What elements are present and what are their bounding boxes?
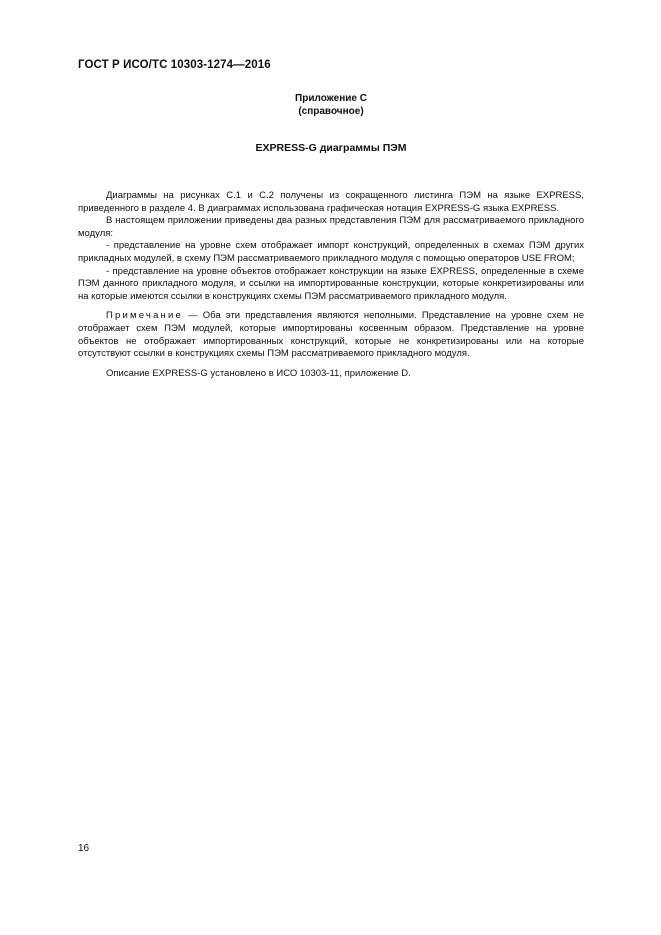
section-title: EXPRESS-G диаграммы ПЭМ xyxy=(255,142,407,154)
paragraph-entity-level: - представление на уровне объектов отображает конструкции на языке EXPRESS, определенные в схеме ПЭМ данного прикладного модуля, и ссылки на импортированные конструкции, которые конкретизированы или на которые имеются ссылки в конструкциях схемы ПЭМ рассматриваемого прикладного модуля. xyxy=(78,265,584,302)
paragraph-intro: Диаграммы на рисунках С.1 и С.2 получены из сокращенного листинга ПЭМ на языке EXPRESS, приведенного в разделе 4. В диаграммах использована графическая нотация EXPRESS-G языка EXPRESS. xyxy=(78,190,584,214)
paragraph-representations: В настоящем приложении приведены два разных представления ПЭМ для рассматриваемого прикладного модуля: xyxy=(78,215,584,239)
paragraph-schema-level: - представление на уровне схем отображает импорт конструкций, определенных в схемах ПЭМ других прикладных модулей, в схему ПЭМ рассматриваемого прикладного модуля с помощью операторов USE FROM; xyxy=(78,240,584,264)
paragraph-express-g-reference: Описание EXPRESS-G установлено в ИСО 10303-11, приложение D. xyxy=(106,367,411,379)
document-code: ГОСТ Р ИСО/ТС 10303-1274—2016 xyxy=(78,59,271,71)
appendix-subtitle: (справочное) xyxy=(298,106,364,117)
appendix-heading xyxy=(78,92,584,118)
appendix-title: Приложение С xyxy=(295,93,367,104)
paragraph-note xyxy=(78,310,584,360)
note-text: — Оба эти представления являются неполными. Представление на уровне схем не отображает схем ПЭМ модулей, которые импортированы косвенным образом. Представление на уровне объектов не отображает импортированных конструкций, которые не конкретизированы или на которые отсутствуют ссылки в конструкциях схемы ПЭМ рассматриваемого прикладного модуля. xyxy=(78,310,584,360)
page-number: 16 xyxy=(78,843,90,854)
body-text xyxy=(78,190,584,380)
note-label: Примечание xyxy=(106,310,183,322)
